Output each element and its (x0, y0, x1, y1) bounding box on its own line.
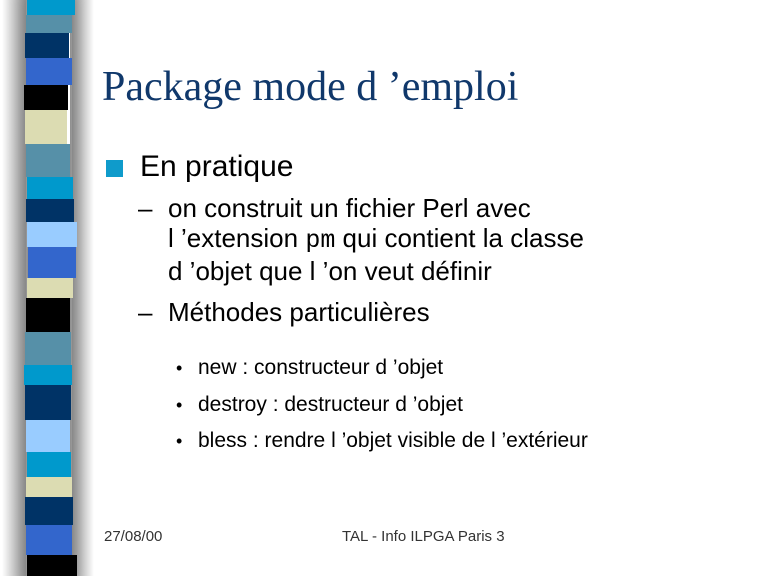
line-2-pre: l ’extension (168, 223, 306, 253)
ribbon-band (25, 110, 67, 144)
ribbon-band (26, 199, 74, 222)
line-2-post: qui contient la classe (335, 223, 584, 253)
ribbon-band (27, 0, 75, 15)
bullet-level2-item2 (138, 297, 430, 327)
line-3: d ’objet que l ’on veut définir (168, 256, 492, 286)
ribbon-band (26, 144, 70, 177)
ribbon-band (27, 452, 71, 477)
square-bullet-icon (106, 160, 123, 177)
list-item-text: destroy : destructeur d ’objet (198, 392, 463, 416)
ribbon-shadow-right (70, 0, 94, 576)
ribbon-band (26, 525, 72, 555)
ribbon-band (25, 497, 73, 525)
list-item (176, 423, 588, 460)
list-item-text: new : constructeur d ’objet (198, 356, 444, 379)
bullet-level2-item2-label: Méthodes particulières (168, 297, 430, 327)
line-1: on construit un fichier Perl avec (168, 193, 531, 223)
bullet-level2-item1 (138, 193, 584, 286)
ribbon-band (27, 555, 77, 576)
bullet-level3-list (176, 350, 588, 460)
line-2 (168, 223, 584, 256)
ribbon-band (26, 58, 72, 85)
dash-bullet-icon: – (138, 297, 153, 327)
list-item-text: bless : rendre l ’objet visible de l ’extérieur (198, 429, 588, 452)
ribbon-band (24, 85, 68, 110)
ribbon-band (25, 33, 69, 58)
bullet-level2-item1-lines (168, 193, 584, 286)
list-item (176, 350, 588, 387)
ribbon-band (26, 15, 72, 33)
ribbon-band (28, 247, 76, 278)
slide-title: Package mode d ’emploi (102, 64, 519, 110)
dash-bullet-icon: – (138, 193, 153, 223)
ribbon-band (27, 222, 77, 247)
bullet-level1-text: En pratique (140, 150, 294, 183)
dot-bullet-icon: • (176, 431, 183, 451)
dot-bullet-icon: • (176, 394, 183, 415)
ribbon-band (26, 477, 72, 497)
ribbon-band (27, 278, 73, 298)
ribbon-band (25, 385, 71, 420)
footer-date: 27/08/00 (104, 528, 163, 545)
ribbon-strip (26, 0, 72, 576)
ribbon-band (25, 332, 71, 365)
ribbon-band (26, 298, 70, 332)
decorative-ribbon (0, 0, 96, 576)
footer-text: TAL - Info ILPGA Paris 3 (342, 528, 505, 545)
ribbon-band (27, 177, 73, 199)
list-item (176, 387, 588, 424)
dot-bullet-icon: • (176, 358, 183, 378)
inline-code-pm: pm (305, 226, 336, 255)
ribbon-band (24, 365, 72, 385)
ribbon-band (26, 420, 70, 452)
